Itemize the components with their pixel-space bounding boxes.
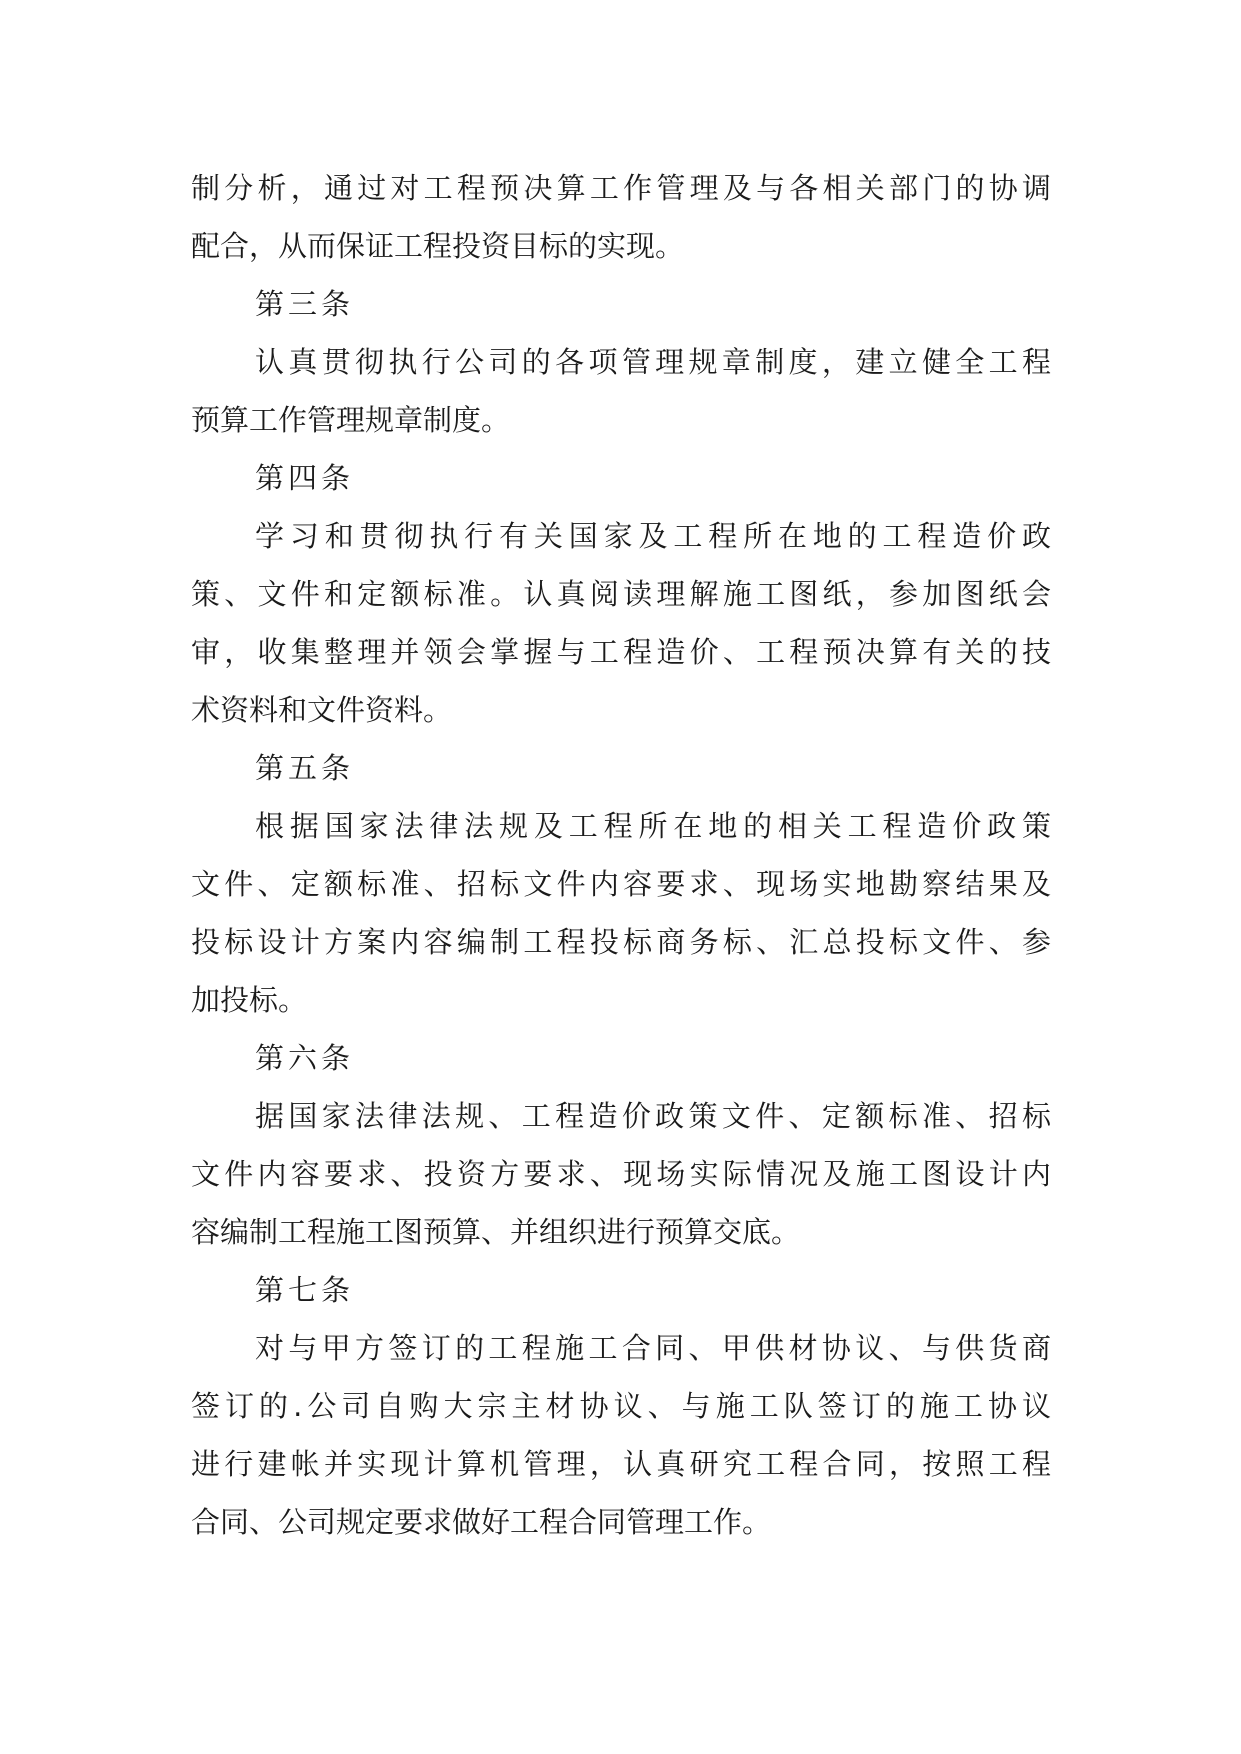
- article-line: 预算工作管理规章制度。: [191, 403, 511, 437]
- article-line: 投标设计方案内容编制工程投标商务标、汇总投标文件、参: [191, 925, 1051, 959]
- intro-line: 制分析，通过对工程预决算工作管理及与各相关部门的协调: [191, 171, 1051, 205]
- article-line: 文件内容要求、投资方要求、现场实际情况及施工图设计内: [191, 1157, 1051, 1191]
- article-line: 加投标。: [191, 983, 308, 1017]
- article-line: 容编制工程施工图预算、并组织进行预算交底。: [191, 1215, 801, 1249]
- article-line: 文件、定额标准、招标文件内容要求、现场实地勘察结果及: [191, 867, 1051, 901]
- article-heading: 第三条: [255, 287, 355, 321]
- article-line: 对与甲方签订的工程施工合同、甲供材协议、与供货商: [255, 1331, 1051, 1365]
- article-heading: 第七条: [255, 1273, 355, 1307]
- article-line: 术资料和文件资料。: [191, 693, 453, 727]
- article-line: 进行建帐并实现计算机管理，认真研究工程合同，按照工程: [191, 1447, 1051, 1481]
- article-line: 认真贯彻执行公司的各项管理规章制度，建立健全工程: [255, 345, 1051, 379]
- article-line: 合同、公司规定要求做好工程合同管理工作。: [191, 1505, 772, 1539]
- document-body: [191, 159, 1051, 1551]
- intro-line: 配合，从而保证工程投资目标的实现。: [191, 229, 685, 263]
- article-heading: 第四条: [255, 461, 355, 495]
- article-line: 策、文件和定额标准。认真阅读理解施工图纸，参加图纸会: [191, 577, 1051, 611]
- article-line: 学习和贯彻执行有关国家及工程所在地的工程造价政: [255, 519, 1051, 553]
- article-heading: 第五条: [255, 751, 355, 785]
- article-line: 根据国家法律法规及工程所在地的相关工程造价政策: [255, 809, 1051, 843]
- article-heading: 第六条: [255, 1041, 355, 1075]
- article-line: 审，收集整理并领会掌握与工程造价、工程预决算有关的技: [191, 635, 1051, 669]
- article-line: 据国家法律法规、工程造价政策文件、定额标准、招标: [255, 1099, 1051, 1133]
- article-line: 签订的.公司自购大宗主材协议、与施工队签订的施工协议: [191, 1389, 1051, 1423]
